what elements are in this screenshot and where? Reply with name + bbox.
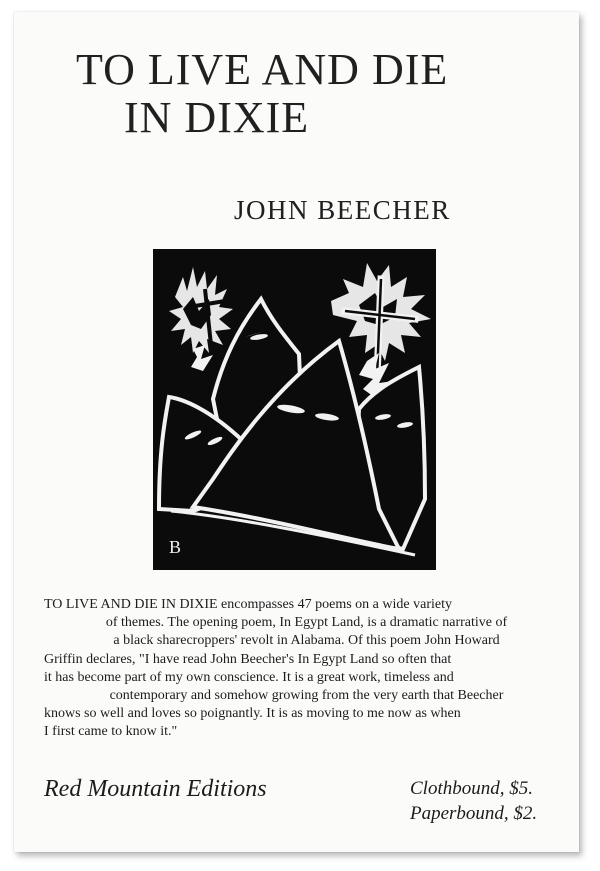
blurb-line-8: I first came to know it." xyxy=(44,724,178,740)
blurb-line-4: Griffin declares, "I have read John Beecher's In Egypt Land so often that xyxy=(44,651,452,667)
blurb-line-5: it has become part of my own conscience. It is a great work, timeless and xyxy=(44,669,454,685)
blurb-line-2: of themes. The opening poem, In Egypt Land, is a dramatic narrative of xyxy=(105,615,508,631)
description-blurb xyxy=(44,596,569,742)
publisher-name: Red Mountain Editions xyxy=(44,776,267,802)
book-cover xyxy=(14,12,579,852)
blurb-line-7: knows so well and loves so poignantly. It is as moving to me now as when xyxy=(44,706,461,722)
blurb-line-1: TO LIVE AND DIE IN DIXIE encompasses 47 poems on a wide variety xyxy=(44,597,452,612)
title-line-1: TO LIVE AND DIE xyxy=(76,45,449,94)
klan-hoods-artwork xyxy=(153,249,436,570)
title-line-2: IN DIXIE xyxy=(124,93,310,142)
price-paperbound: Paperbound, $2. xyxy=(410,803,538,824)
price-clothbound: Clothbound, $5. xyxy=(410,778,533,799)
book-title xyxy=(76,46,556,142)
artist-monogram: B xyxy=(169,537,182,557)
blurb-line-3: a black sharecroppers' revolt in Alabama. Of this poem John Howard xyxy=(113,633,500,649)
author-name: JOHN BEECHER xyxy=(234,195,451,225)
blurb-line-6: contemporary and somehow growing from the very earth that Beecher xyxy=(109,688,504,704)
woodcut-illustration xyxy=(153,249,436,570)
price-list xyxy=(410,776,560,826)
